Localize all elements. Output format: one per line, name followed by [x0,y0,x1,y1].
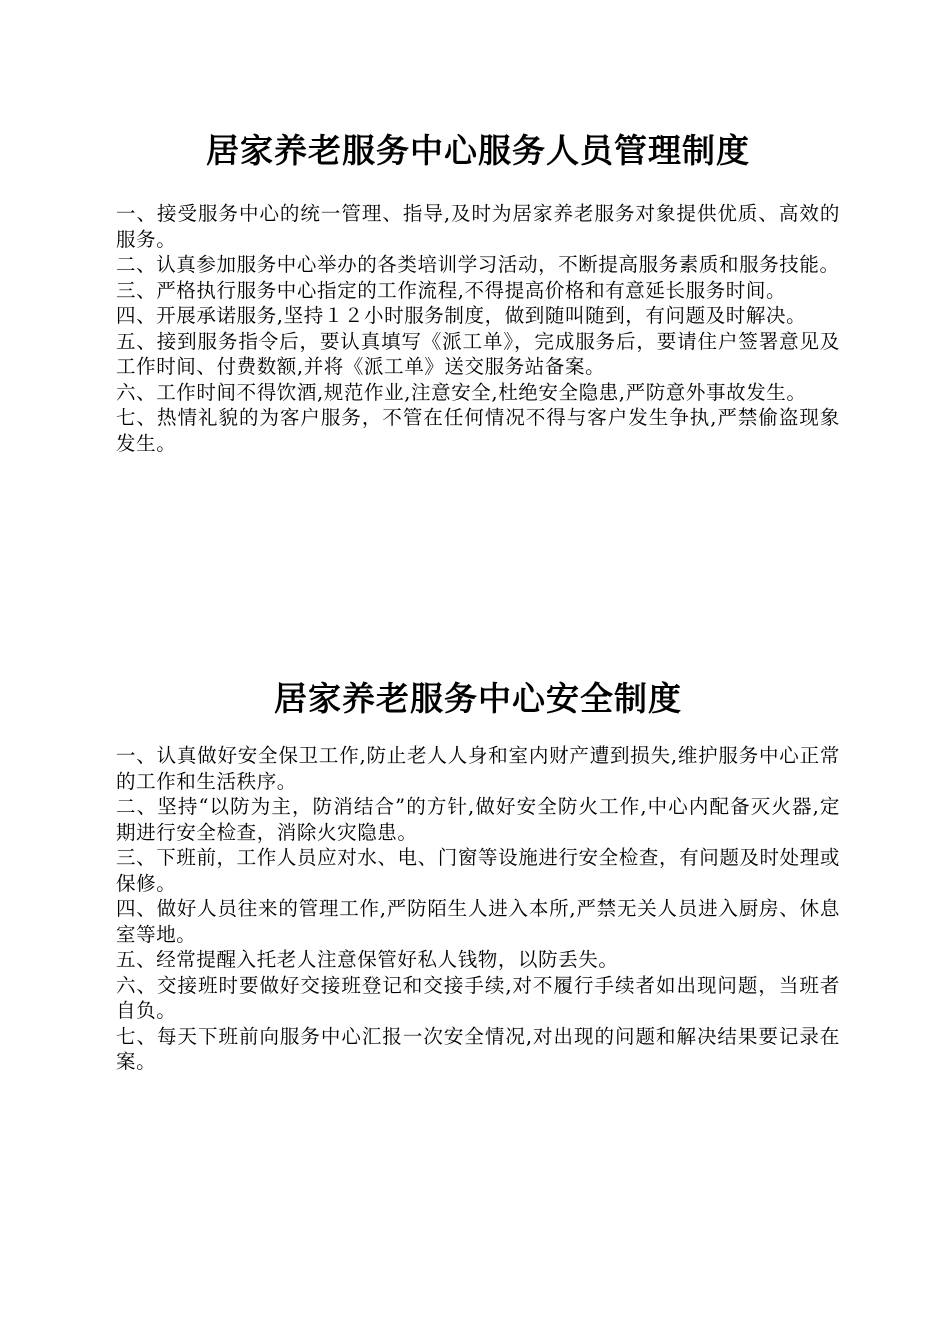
rule-item: 五、经常提醒入托老人注意保管好私人钱物，以防丢失。 [116,948,619,971]
section-title: 居家养老服务中心安全制度 [274,679,682,718]
rule-item: 四、做好人员往来的管理工作,严防陌生人进入本所,严禁无关人员进入厨房、休息室等地。 [116,897,840,946]
rule-list [116,201,840,456]
rule-item: 七、每天下班前向服务中心汇报一次安全情况,对出现的问题和解决结果要记录在案。 [116,1024,840,1073]
section-title: 居家养老服务中心服务人员管理制度 [206,131,750,170]
safety-section [116,676,840,1075]
rule-item: 六、工作时间不得饮酒,规范作业,注意安全,杜绝安全隐患,严防意外事故发生。 [116,380,807,404]
rule-item: 七、热情礼貌的为客户服务，不管在任何情况不得与客户发生争执,严禁偷盗现象发生。 [116,406,840,455]
staff-management-section [116,128,840,456]
rule-item: 一、认真做好安全保卫工作,防止老人人身和室内财产遭到损失,维护服务中心正常的工作和生活秩序。 [116,744,840,793]
rule-item: 二、坚持“以防为主，防消结合”的方针,做好安全防火工作,中心内配备灭火器,定期进行安全检查，消除火灾隐患。 [116,795,840,844]
rule-item: 四、开展承诺服务,坚持１２小时服务制度，做到随叫随到，有问题及时解决。 [116,304,807,327]
rule-item: 五、接到服务指令后，要认真填写《派工单》，完成服务后，要请住户签署意见及工作时间、付费数额,并将《派工单》送交服务站备案。 [116,329,840,378]
rule-list [116,743,840,1075]
rule-item: 三、下班前，工作人员应对水、电、门窗等设施进行安全检查，有问题及时处理或保修。 [116,846,840,895]
rule-item: 三、严格执行服务中心指定的工作流程,不得提高价格和有意延长服务时间。 [116,278,787,302]
rule-item: 六、交接班时要做好交接班登记和交接手续,对不履行手续者如出现问题，当班者自负。 [116,973,840,1022]
rule-item: 二、认真参加服务中心举办的各类培训学习活动，不断提高服务素质和服务技能。 [116,253,840,276]
rule-item: 一、接受服务中心的统一管理、指导,及时为居家养老服务对象提供优质、高效的服务。 [116,202,840,251]
